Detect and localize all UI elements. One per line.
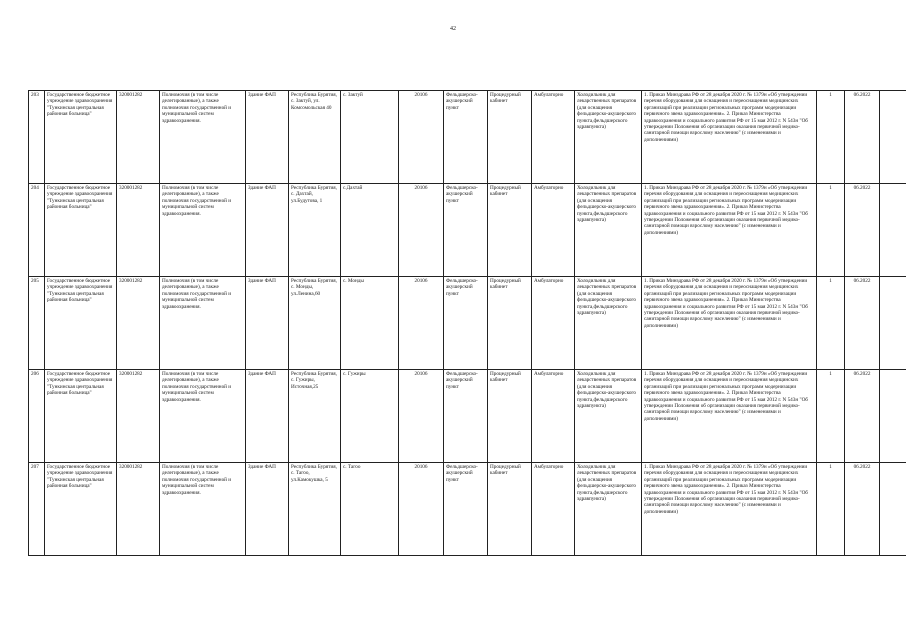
object-type: Здание ФАП xyxy=(246,91,289,184)
equipment: Холодильник для лекарственных препаратов (для оснащения фельдшерско-акушерского пункта,фельдшерского здравпункта) xyxy=(575,91,642,184)
inn: 320001282 xyxy=(117,184,160,277)
object-type: Здание ФАП xyxy=(246,184,289,277)
room: Процедурный кабинет xyxy=(488,91,532,184)
date: 06.2022 xyxy=(845,277,880,370)
empty-cell xyxy=(880,184,906,277)
row-number: 203 xyxy=(29,91,45,184)
facility: Фельдшерско-акушерский пункт xyxy=(444,184,488,277)
facility: Фельдшерско-акушерский пункт xyxy=(444,91,488,184)
address: Республика Бурятия, с. Тагоо, ул.Камокушка, 5 xyxy=(289,463,341,556)
address: Республика Бурятия, с. Гужиры, Источная,25 xyxy=(289,370,341,463)
row-number: 207 xyxy=(29,463,45,556)
legal-basis: 1. Приказ Минздрава РФ от 28 декабря 2020 г. № 1379н «Об утверждении перечня оборудования для оснащения и переоснащения медицинских организаций при реализации региональных программ модернизации первичного звена здравоохранения». 2. Приказ Министерства здравоохранения и социального развития РФ от 15 мая 2012 г. N 543н "Об утверждении Положения об организации оказания первичной медико-санитарной помощи взрослому населению" (с изменениями и дополнениями) xyxy=(642,91,817,184)
date: 06.2022 xyxy=(845,184,880,277)
row-number: 206 xyxy=(29,370,45,463)
organization: Государственное бюджетное учреждение здравоохранения "Тункинская центральная районная больница" xyxy=(45,184,117,277)
page-number: 42 xyxy=(450,26,456,32)
legal-basis: 1. Приказ Минздрава РФ от 28 декабря 2020 г. № 1379н «Об утверждении перечня оборудования для оснащения и переоснащения медицинских организаций при реализации региональных программ модернизации первичного звена здравоохранения». 2. Приказ Министерства здравоохранения и социального развития РФ от 15 мая 2012 г. N 543н "Об утверждении Положения об организации оказания первичной медико-санитарной помощи взрослому населению" (с изменениями и дополнениями) xyxy=(642,277,817,370)
row-number: 204 xyxy=(29,184,45,277)
object-type: Здание ФАП xyxy=(246,463,289,556)
year: 20106 xyxy=(399,184,444,277)
room: Процедурный кабинет xyxy=(488,277,532,370)
equipment: Холодильник для лекарственных препаратов (для оснащения фельдшерско-акушерского пункта,фельдшерского здравпункта) xyxy=(575,463,642,556)
authority: Полномочия (в том числе делегированные), а также полномочия государственной и муниципальной систем здравоохранения. xyxy=(160,277,246,370)
legal-basis: 1. Приказ Минздрава РФ от 28 декабря 2020 г. № 1379н «Об утверждении перечня оборудования для оснащения и переоснащения медицинских организаций при реализации региональных программ модернизации первичного звена здравоохранения». 2. Приказ Министерства здравоохранения и социального развития РФ от 15 мая 2012 г. N 543н "Об утверждении Положения об организации оказания первичной медико-санитарной помощи взрослому населению" (с изменениями и дополнениями) xyxy=(642,184,817,277)
care-type: Амбулаторно xyxy=(532,91,575,184)
date: 06.2022 xyxy=(845,370,880,463)
care-type: Амбулаторно xyxy=(532,370,575,463)
quantity: 1 xyxy=(817,370,845,463)
care-type: Амбулаторно xyxy=(532,463,575,556)
authority: Полномочия (в том числе делегированные), а также полномочия государственной и муниципальной систем здравоохранения. xyxy=(160,184,246,277)
authority: Полномочия (в том числе делегированные), а также полномочия государственной и муниципальной систем здравоохранения. xyxy=(160,370,246,463)
inn: 320001282 xyxy=(117,91,160,184)
organization: Государственное бюджетное учреждение здравоохранения "Тункинская центральная районная больница" xyxy=(45,91,117,184)
empty-cell xyxy=(880,277,906,370)
equipment: Холодильник для лекарственных препаратов (для оснащения фельдшерско-акушерского пункта,фельдшерского здравпункта) xyxy=(575,370,642,463)
settlement: с. Монды xyxy=(341,277,399,370)
quantity: 1 xyxy=(817,463,845,556)
authority: Полномочия (в том числе делегированные), а также полномочия государственной и муниципальной систем здравоохранения. xyxy=(160,91,246,184)
table-row xyxy=(29,463,906,556)
inn: 320001282 xyxy=(117,370,160,463)
settlement: с. Гужиры xyxy=(341,370,399,463)
settlement: с. Зактуй xyxy=(341,91,399,184)
legal-basis: 1. Приказ Минздрава РФ от 28 декабря 2020 г. № 1379н «Об утверждении перечня оборудования для оснащения и переоснащения медицинских организаций при реализации региональных программ модернизации первичного звена здравоохранения». 2. Приказ Министерства здравоохранения и социального развития РФ от 15 мая 2012 г. N 543н "Об утверждении Положения об организации оказания первичной медико-санитарной помощи взрослому населению" (с изменениями и дополнениями) xyxy=(642,370,817,463)
room: Процедурный кабинет xyxy=(488,463,532,556)
row-number: 205 xyxy=(29,277,45,370)
object-type: Здание ФАП xyxy=(246,277,289,370)
quantity: 1 xyxy=(817,277,845,370)
table-body xyxy=(29,91,906,556)
address: Республика Бурятия, с. Монды, ул.Ленина,60 xyxy=(289,277,341,370)
room: Процедурный кабинет xyxy=(488,184,532,277)
authority: Полномочия (в том числе делегированные), а также полномочия государственной и муниципальной систем здравоохранения. xyxy=(160,463,246,556)
object-type: Здание ФАП xyxy=(246,370,289,463)
table-row xyxy=(29,370,906,463)
empty-cell xyxy=(880,91,906,184)
equipment-register-table xyxy=(28,90,906,556)
date: 06.2022 xyxy=(845,91,880,184)
care-type: Амбулаторно xyxy=(532,277,575,370)
year: 20106 xyxy=(399,370,444,463)
empty-cell xyxy=(880,463,906,556)
date: 06.2022 xyxy=(845,463,880,556)
settlement: с.Дахтай xyxy=(341,184,399,277)
organization: Государственное бюджетное учреждение здравоохранения "Тункинская центральная районная больница" xyxy=(45,370,117,463)
quantity: 1 xyxy=(817,91,845,184)
room: Процедурный кабинет xyxy=(488,370,532,463)
inn: 320001282 xyxy=(117,277,160,370)
year: 20106 xyxy=(399,277,444,370)
inn: 320001282 xyxy=(117,463,160,556)
equipment: Холодильник для лекарственных препаратов (для оснащения фельдшерско-акушерского пункта,фельдшерского здравпункта) xyxy=(575,277,642,370)
table-row xyxy=(29,277,906,370)
year: 20106 xyxy=(399,91,444,184)
address: Республика Бурятия, с. Зактуй, ул. Комсомольская 40 xyxy=(289,91,341,184)
empty-cell xyxy=(880,370,906,463)
care-type: Амбулаторно xyxy=(532,184,575,277)
organization: Государственное бюджетное учреждение здравоохранения "Тункинская центральная районная больница" xyxy=(45,463,117,556)
equipment: Холодильник для лекарственных препаратов (для оснащения фельдшерско-акушерского пункта,фельдшерского здравпункта) xyxy=(575,184,642,277)
facility: Фельдшерско-акушерский пункт xyxy=(444,277,488,370)
table-row xyxy=(29,184,906,277)
organization: Государственное бюджетное учреждение здравоохранения "Тункинская центральная районная больница" xyxy=(45,277,117,370)
address: Республика Бурятия, с. Дахтай, ул.Будутова, 1 xyxy=(289,184,341,277)
facility: Фельдшерско-акушерский пункт xyxy=(444,463,488,556)
table-row xyxy=(29,91,906,184)
facility: Фельдшерско-акушерский пункт xyxy=(444,370,488,463)
legal-basis: 1. Приказ Минздрава РФ от 28 декабря 2020 г. № 1379н «Об утверждении перечня оборудования для оснащения и переоснащения медицинских организаций при реализации региональных программ модернизации первичного звена здравоохранения». 2. Приказ Министерства здравоохранения и социального развития РФ от 15 мая 2012 г. N 543н "Об утверждении Положения об организации оказания первичной медико-санитарной помощи взрослому населению" (с изменениями и дополнениями) xyxy=(642,463,817,556)
settlement: с. Тагоо xyxy=(341,463,399,556)
quantity: 1 xyxy=(817,184,845,277)
year: 20106 xyxy=(399,463,444,556)
